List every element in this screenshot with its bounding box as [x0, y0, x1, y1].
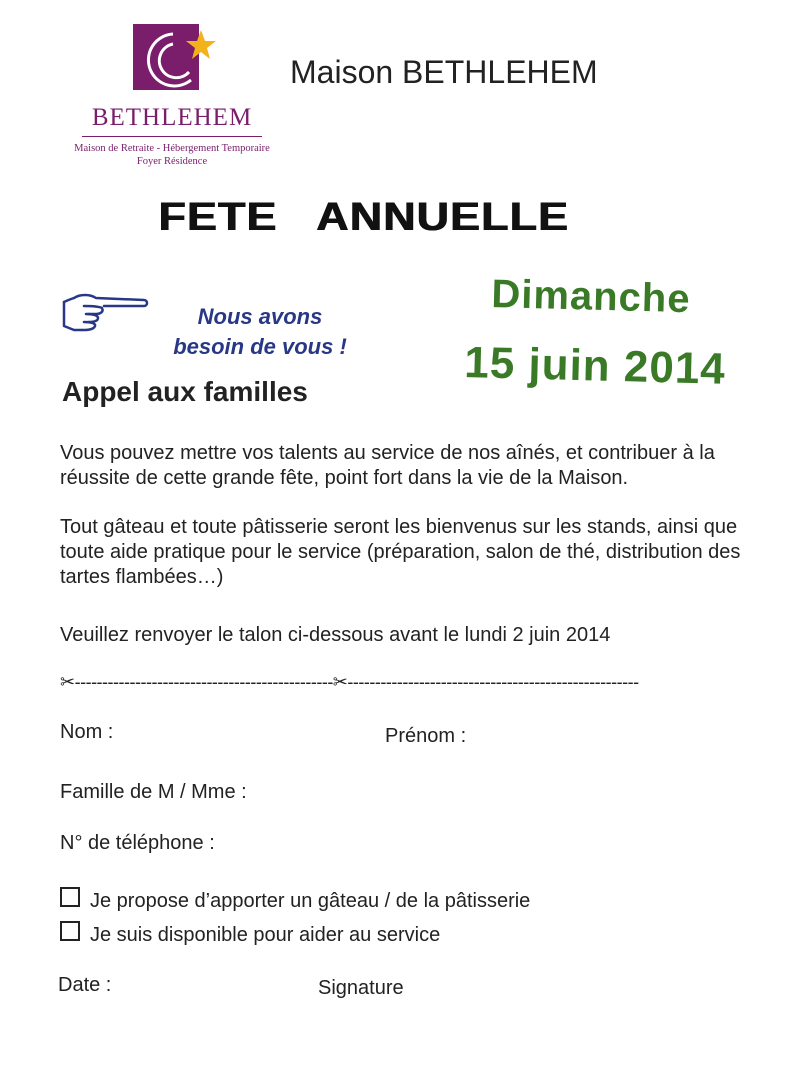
- option-cake-label: Je propose d’apporter un gâteau / de la pâtisserie: [90, 890, 531, 912]
- logo-subtitle-line1: Maison de Retraite - Hébergement Temporaire: [74, 143, 270, 154]
- checkbox-help-service[interactable]: [60, 921, 80, 941]
- callout-line-1: Nous avons: [197, 304, 323, 329]
- event-date: 15 juin 2014: [463, 338, 727, 394]
- event-day: Dimanche: [490, 272, 692, 322]
- field-label-famille: Famille de M / Mme :: [60, 781, 247, 803]
- callout-text: [150, 302, 370, 362]
- callout-line-2: besoin de vous !: [173, 334, 347, 359]
- option-help-label: Je suis disponible pour aider au service: [90, 924, 441, 946]
- logo-name: BETHLEHEM: [91, 104, 253, 131]
- logo-divider: [82, 136, 262, 137]
- cut-line: ✂-----------------------------------------------✂-----------------------------------------------------: [60, 672, 639, 692]
- checkbox-cake[interactable]: [60, 887, 80, 907]
- field-label-signature: Signature: [318, 977, 404, 999]
- field-label-date: Date :: [58, 974, 112, 996]
- field-label-prenom: Prénom :: [385, 725, 467, 747]
- bethlehem-logo-icon: [133, 24, 217, 90]
- event-title: FETE ANNUELLE: [158, 195, 569, 239]
- field-label-telephone: N° de téléphone :: [60, 832, 215, 854]
- pointing-hand-icon: [60, 290, 150, 336]
- house-name: Maison BETHLEHEM: [290, 54, 598, 90]
- appeal-paragraph-1: Vous pouvez mettre vos talents au service de nos aînés, et contribuer à la réussite de cette grande fête, point fort dans la vie de la Maison.: [60, 442, 715, 489]
- logo-subtitle-line2: Foyer Résidence: [136, 156, 208, 167]
- field-label-nom: Nom :: [60, 721, 114, 743]
- appeal-heading: Appel aux familles: [62, 376, 308, 407]
- appeal-paragraph-2: Tout gâteau et toute pâtisserie seront les bienvenus sur les stands, ainsi que toute aide pratique pour le service (préparation, salon de thé, distribution des tartes flambées…): [60, 516, 741, 588]
- appeal-deadline: Veuillez renvoyer le talon ci-dessous avant le lundi 2 juin 2014: [60, 624, 611, 646]
